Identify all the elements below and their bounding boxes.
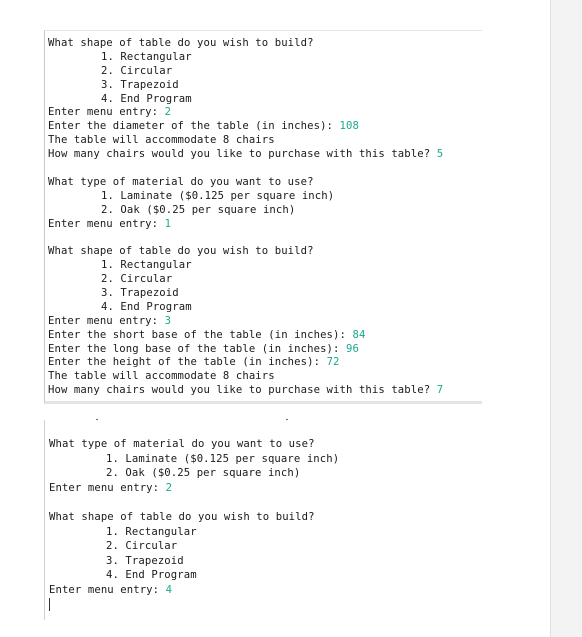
console-text: What type of material do you want to use? <box>49 438 315 450</box>
prompt-line <box>48 120 482 134</box>
prompt-line <box>48 148 482 162</box>
console-text: The table will accommodate 8 chairs <box>48 370 275 383</box>
user-input-value: 7 <box>436 384 444 397</box>
console-text: 2. Oak ($0.25 per square inch) <box>101 203 296 216</box>
console-text: What shape of table do you wish to build? <box>48 37 314 49</box>
user-input-value: 2 <box>165 481 173 494</box>
console-text: 2. Circular <box>101 64 173 77</box>
console-text: 1. Laminate ($0.125 per square inch) <box>101 189 335 202</box>
output-line <box>49 510 482 525</box>
console-text: What shape of table do you wish to build? <box>49 510 315 523</box>
prompt-line <box>49 583 482 598</box>
prompt-line <box>48 218 482 232</box>
console-text: 1. Laminate ($0.125 per square inch) <box>106 452 340 465</box>
menu-option-line <box>48 204 482 218</box>
console-output-upper[interactable] <box>44 30 482 404</box>
console-text: Enter the diameter of the table (in inches): <box>48 120 340 133</box>
user-input-value: 5 <box>436 148 444 161</box>
prompt-line <box>48 315 482 329</box>
console-text: 4. End Program <box>101 92 192 105</box>
right-scroll-margin <box>550 0 582 637</box>
menu-option-line <box>49 466 482 481</box>
menu-option-line <box>49 452 482 467</box>
console-text: 1. Rectangular <box>106 525 197 538</box>
blank-line <box>48 231 482 245</box>
menu-option-line <box>48 287 482 301</box>
console-text: Enter the short base of the table (in inches): <box>48 328 353 341</box>
prompt-line <box>48 106 482 120</box>
menu-option-line <box>48 301 482 315</box>
menu-option-line <box>49 525 482 540</box>
menu-option-line <box>49 539 482 554</box>
user-input-value: 2 <box>164 106 172 119</box>
menu-option-line <box>49 568 482 583</box>
text-cursor <box>49 598 50 611</box>
blank-line <box>48 162 482 176</box>
console-text: The table will accommodate 8 chairs <box>48 134 275 147</box>
console-text: Enter menu entry: <box>49 481 166 494</box>
console-text: Enter the long base of the table (in inches): <box>48 342 346 355</box>
menu-option-line <box>48 65 482 79</box>
menu-option-line <box>48 93 482 107</box>
console-text: How many chairs would you like to purchase with this table? <box>48 148 437 161</box>
console-text: How many chairs would you like to purchase with this table? <box>48 384 437 397</box>
prompt-line <box>48 384 482 398</box>
prompt-line <box>49 481 482 496</box>
console-text: Enter the height of the table (in inches): <box>48 356 327 369</box>
user-input-value: 84 <box>352 328 366 341</box>
menu-option-line <box>48 79 482 93</box>
user-input-value: 3 <box>164 314 172 327</box>
user-input-value: 72 <box>326 356 340 369</box>
console-text: 2. Circular <box>106 540 178 553</box>
output-line <box>48 37 482 51</box>
console-text: 4. End Program <box>106 569 197 582</box>
console-text: What shape of table do you wish to build? <box>48 245 314 258</box>
console-text: 3. Trapezoid <box>101 78 179 91</box>
user-input-value: 108 <box>339 120 359 133</box>
console-text: 4. End Program <box>101 300 192 313</box>
output-line <box>48 134 482 148</box>
console-output-lower[interactable] <box>44 420 482 620</box>
cursor-line[interactable] <box>49 598 482 613</box>
console-text: 1. Rectangular <box>101 50 192 63</box>
console-text: 2. Circular <box>101 273 173 286</box>
output-line <box>49 437 482 452</box>
console-text: Enter menu entry: <box>48 217 165 230</box>
output-line <box>48 176 482 190</box>
user-input-value: 4 <box>165 583 173 596</box>
prompt-line <box>48 343 482 357</box>
output-line <box>48 370 482 384</box>
blank-line <box>49 495 482 510</box>
menu-option-line <box>48 51 482 65</box>
user-input-value: 1 <box>164 217 172 230</box>
prompt-line <box>48 329 482 343</box>
console-text: What type of material do you want to use? <box>48 175 314 188</box>
console-text: Enter menu entry: <box>48 314 165 327</box>
menu-option-line <box>48 190 482 204</box>
prompt-line <box>48 356 482 370</box>
console-text: 1. Rectangular <box>101 259 192 272</box>
console-text: 3. Trapezoid <box>106 554 184 567</box>
console-text: Enter menu entry: <box>49 583 166 596</box>
output-line <box>48 245 482 259</box>
menu-option-line <box>48 273 482 287</box>
console-text: Enter menu entry: <box>48 106 165 119</box>
menu-option-line <box>49 554 482 569</box>
menu-option-line <box>48 259 482 273</box>
user-input-value: 96 <box>346 342 359 355</box>
console-text: 3. Trapezoid <box>101 287 179 300</box>
console-text: 2. Oak ($0.25 per square inch) <box>106 467 301 480</box>
